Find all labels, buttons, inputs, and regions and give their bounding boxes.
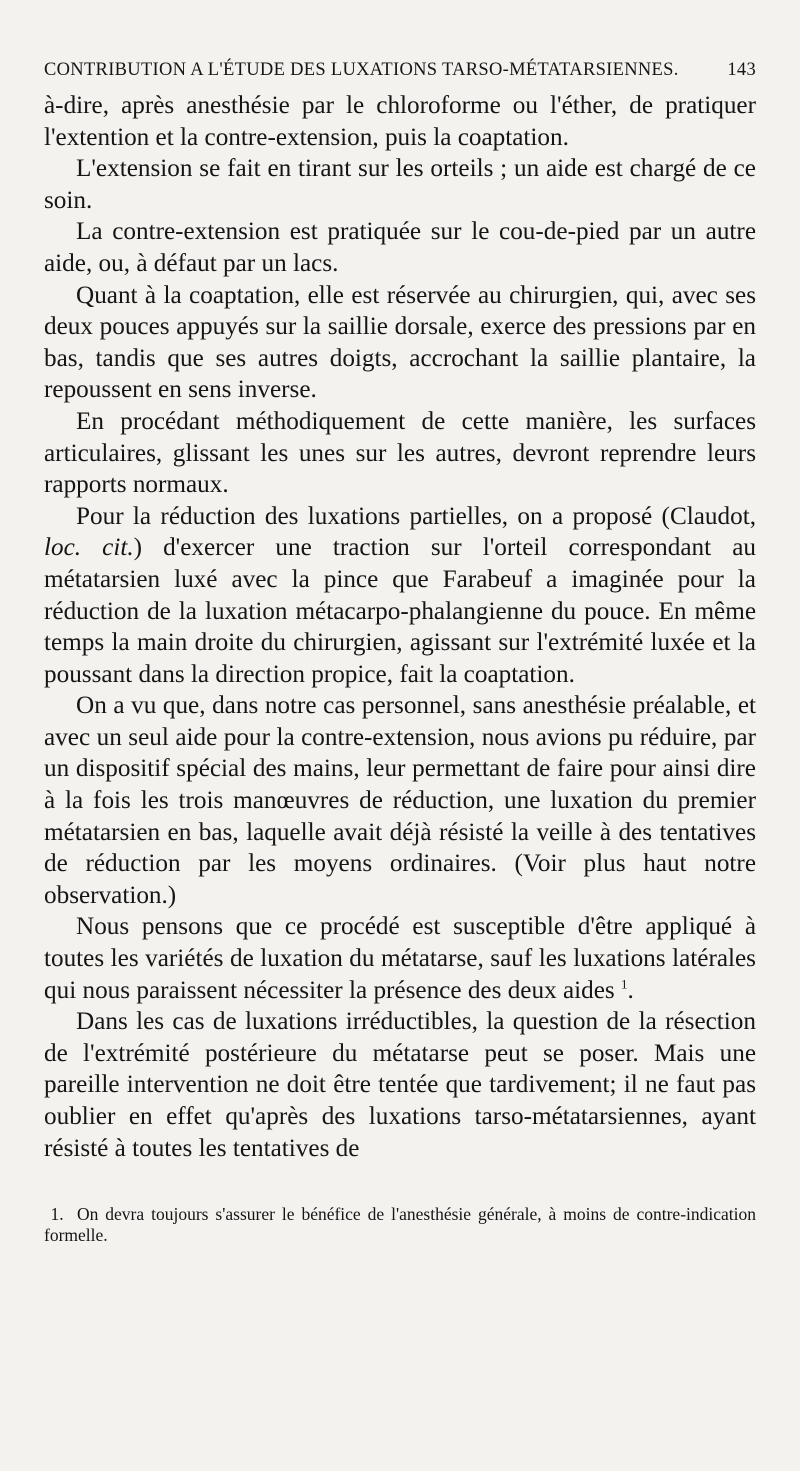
paragraph-9: Dans les cas de luxations irréductibles, la question de la résection de l'extrémité postérieure du métatarse peut se poser. Mais une pareille intervention ne doit être tentée que tardivement; il ne faut pas oublier en effet qu'après des luxations tarso-métatarsiennes, ayant résisté à toutes les tentatives de: [44, 1008, 756, 1162]
paragraph-8-text: Nous pensons que ce procédé est susceptible d'être appliqué à toutes les variétés de luxation du métatarse, sauf les luxations latérales qui nous paraissent nécessiter la présence des deux aides: [44, 913, 756, 1004]
paragraph-4: Quant à la coaptation, elle est réservée au chirurgien, qui, avec ses deux pouces appuyés sur la saillie dorsale, exerce des pressions par en bas, tandis que ses autres doigts, accrochant la saillie plantaire, la repoussent en sens inverse.: [44, 281, 756, 404]
running-head: [44, 58, 756, 82]
paragraph-8: [44, 911, 756, 1006]
paragraph-6: [44, 501, 756, 691]
page-number: 143: [727, 60, 756, 80]
paragraph-6-start: Pour la réduction des luxations partielles, on a proposé (Claudot,: [76, 502, 756, 530]
paragraph-8-end: .: [627, 976, 634, 1004]
footnote-marker[interactable]: 1: [621, 976, 628, 992]
paragraph-7: On a vu que, dans notre cas personnel, sans anesthésie préalable, et avec un seul aide pour la contre-extension, nous avions pu réduire, par un dispositif spécial des mains, leur permettant de faire pour ainsi dire à la fois les trois manœuvres de réduction, une luxation du premier métatarsien en bas, laquelle avait déjà résisté la veille à des tentatives de réduction par les moyens ordinaires. (Voir plus haut notre observation.): [44, 692, 756, 909]
citation-reference: loc. cit.: [44, 534, 134, 562]
footnote: [44, 1204, 756, 1246]
paragraph-6-rest: ) d'exercer une traction sur l'orteil correspondant au métatarsien luxé avec la pince que Farabeuf a imaginée pour la réduction de la luxation métacarpo-phalangienne du pouce. En même temps la main droite du chirurgien, agissant sur l'extrémité luxée et la poussant dans la direction propice, fait la coaptation.: [44, 534, 756, 688]
paragraph-1: à-dire, après anesthésie par le chloroforme ou l'éther, de pratiquer l'extention et la contre-extension, puis la coaptation.: [44, 92, 756, 151]
footnote-text: On devra toujours s'assurer le bénéfice de l'anesthésie générale, à moins de contre-indication formelle.: [44, 1204, 756, 1246]
body-text: [44, 90, 756, 1164]
paragraph-3: La contre-extension est pratiquée sur le cou-de-pied par un autre aide, ou, à défaut par un lacs.: [44, 218, 756, 277]
running-head-title: CONTRIBUTION A L'ÉTUDE DES LUXATIONS TARSO-MÉTATARSIENNES.: [44, 60, 679, 80]
footnote-number: 1.: [50, 1204, 64, 1225]
paragraph-2: L'extension se fait en tirant sur les orteils ; un aide est chargé de ce soin.: [44, 155, 756, 214]
paragraph-5: En procédant méthodiquement de cette manière, les surfaces articulaires, glissant les unes sur les autres, devront reprendre leurs rapports normaux.: [44, 407, 756, 499]
